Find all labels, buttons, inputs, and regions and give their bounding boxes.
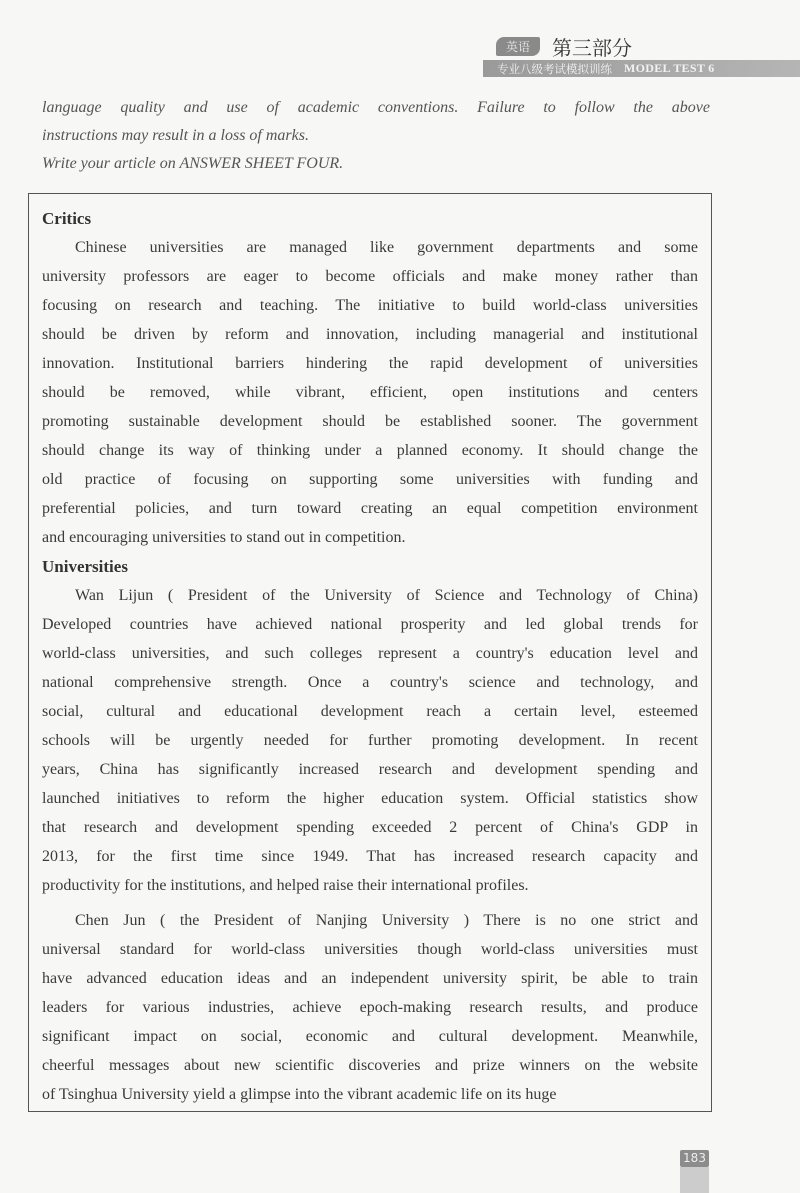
text-line: focusing on research and teaching. The initiative to build world-class universities xyxy=(42,297,698,314)
text-line: of Tsinghua University yield a glimpse into the vibrant academic life on its huge xyxy=(42,1086,557,1103)
running-header xyxy=(496,32,632,60)
section-heading: Critics xyxy=(42,209,92,228)
page-tab xyxy=(680,1167,709,1193)
intro-line: Write your article on ANSWER SHEET FOUR. xyxy=(42,155,344,172)
text-line: and encouraging universities to stand out in competition. xyxy=(42,529,406,546)
text-line: should be removed, while vibrant, efficient, open institutions and centers xyxy=(42,384,698,401)
text-line: world-class universities, and such colleges represent a country's education level and xyxy=(42,645,698,662)
intro-line: language quality and use of academic conventions. Failure to follow the above xyxy=(42,99,710,116)
text-line: innovation. Institutional barriers hindering the rapid development of universities xyxy=(42,355,698,372)
text-line: Chen Jun ( the President of Nanjing University ) There is no one strict and xyxy=(75,912,698,929)
text-line: old practice of focusing on supporting some universities with funding and xyxy=(42,471,698,488)
text-line: Wan Lijun ( President of the University of Science and Technology of China) xyxy=(75,587,698,604)
intro-line: instructions may result in a loss of marks. xyxy=(42,127,309,144)
text-line: should change its way of thinking under a planned economy. It should change the xyxy=(42,442,698,459)
text-line: promoting sustainable development should be established sooner. The government xyxy=(42,413,698,430)
series-bar xyxy=(483,60,800,77)
part-title: 第三部分 xyxy=(552,35,633,60)
text-line: have advanced education ideas and an independent university spirit, be able to train xyxy=(42,970,698,987)
text-line: that research and development spending exceeded 2 percent of China's GDP in xyxy=(42,819,698,836)
text-line: universal standard for world-class universities though world-class universities must xyxy=(42,941,698,958)
page-number: 183 xyxy=(680,1150,709,1167)
text-line: productivity for the institutions, and helped raise their international profiles. xyxy=(42,877,529,894)
series-title-en: MODEL TEST 6 xyxy=(624,61,715,75)
text-line: launched initiatives to reform the higher education system. Official statistics show xyxy=(42,790,698,807)
instructions xyxy=(42,94,710,178)
text-line: should be driven by reform and innovation, including managerial and institutional xyxy=(42,326,698,343)
text-line: social, cultural and educational development reach a certain level, esteemed xyxy=(42,703,698,720)
reading-content xyxy=(42,204,698,1109)
text-line: Developed countries have achieved national prosperity and led global trends for xyxy=(42,616,698,633)
text-line: significant impact on social, economic and cultural development. Meanwhile, xyxy=(42,1028,698,1045)
text-line: 2013, for the first time since 1949. That has increased research capacity and xyxy=(42,848,698,865)
text-line: university professors are eager to become officials and make money rather than xyxy=(42,268,698,285)
text-line: leaders for various industries, achieve epoch-making research results, and produce xyxy=(42,999,698,1016)
section-heading: Universities xyxy=(42,557,128,576)
text-line: years, China has significantly increased research and development spending and xyxy=(42,761,698,778)
text-line: preferential policies, and turn toward creating an equal competition environment xyxy=(42,500,698,517)
subject-tag: 英语 xyxy=(496,37,540,56)
text-line: national comprehensive strength. Once a country's science and technology, and xyxy=(42,674,698,691)
text-line: schools will be urgently needed for further promoting development. In recent xyxy=(42,732,698,749)
text-line: Chinese universities are managed like government departments and some xyxy=(75,239,698,256)
text-line: cheerful messages about new scientific discoveries and prize winners on the website xyxy=(42,1057,698,1074)
series-title-cn: 专业八级考试模拟训练 xyxy=(497,61,612,76)
